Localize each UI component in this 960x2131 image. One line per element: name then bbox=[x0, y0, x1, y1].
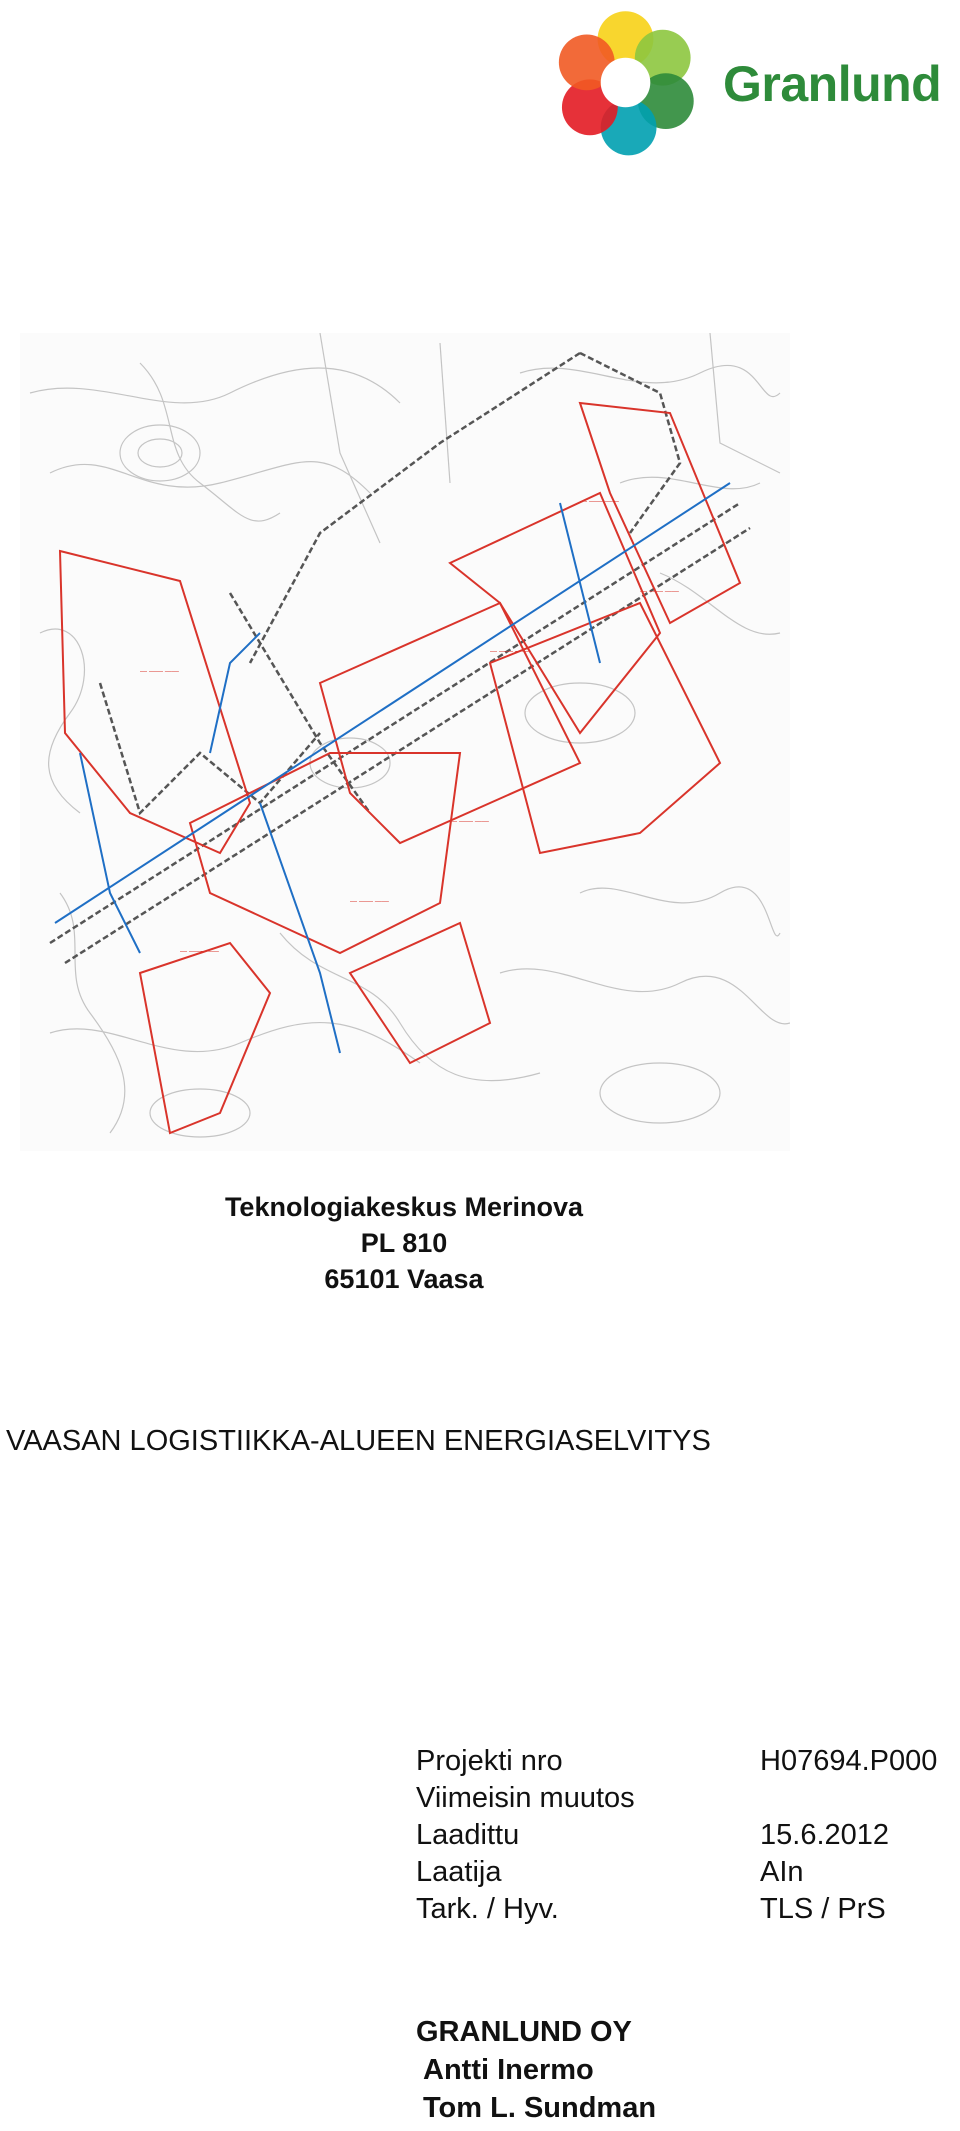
svg-text:— —— ——: — —— —— bbox=[580, 498, 619, 505]
svg-text:— —— ——: — —— —— bbox=[490, 648, 529, 655]
roads bbox=[50, 353, 750, 963]
plot-labels bbox=[140, 498, 679, 955]
svg-text:— —— ——: — —— —— bbox=[450, 818, 489, 825]
checked-approved-label: Tark. / Hyv. bbox=[416, 1893, 559, 1925]
terrain-contours bbox=[30, 333, 790, 1137]
created-date-value: 15.6.2012 bbox=[760, 1819, 890, 1851]
checked-approved-value: TLS / PrS bbox=[760, 1893, 886, 1925]
recipient-name: Teknologiakeskus Merinova bbox=[224, 1192, 584, 1222]
recipient-po-box: PL 810 bbox=[360, 1228, 448, 1258]
author-value: AIn bbox=[760, 1856, 804, 1888]
svg-text:— —— ——: — —— —— bbox=[180, 948, 219, 955]
report-title: VAASAN LOGISTIIKKA-ALUEEN ENERGIASELVITYS bbox=[6, 1425, 711, 1457]
last-change-label: Viimeisin muutos bbox=[416, 1782, 635, 1814]
company-name: GRANLUND OY bbox=[416, 2016, 632, 2048]
created-date-label: Laadittu bbox=[416, 1819, 520, 1851]
recipient-postal-city: 65101 Vaasa bbox=[324, 1264, 484, 1294]
svg-text:— —— ——: — —— —— bbox=[640, 588, 679, 595]
svg-text:— —— ——: — —— —— bbox=[140, 668, 179, 675]
site-map-drawing bbox=[20, 333, 790, 1151]
logo-wordmark: Granlund bbox=[723, 56, 942, 112]
signatory-2: Tom L. Sundman bbox=[423, 2092, 657, 2124]
company-logo bbox=[548, 5, 958, 160]
granlund-logo-mark-icon bbox=[548, 5, 703, 160]
author-label: Laatija bbox=[416, 1856, 502, 1888]
svg-text:— —— ——: — —— —— bbox=[350, 898, 389, 905]
project-number-label: Projekti nro bbox=[416, 1745, 563, 1777]
signatory-1: Antti Inermo bbox=[423, 2054, 594, 2086]
project-number-value: H07694.P000 bbox=[760, 1745, 938, 1777]
